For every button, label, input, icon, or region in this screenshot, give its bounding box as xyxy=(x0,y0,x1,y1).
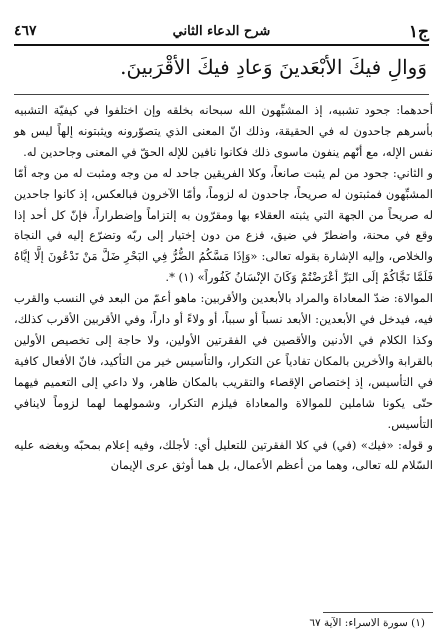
commentary-body xyxy=(14,100,433,476)
page-header xyxy=(14,22,429,44)
running-title: شرح الدعاء الثاني xyxy=(172,24,271,39)
footnote: (١) سورة الاسراء: الآية ٦٧ xyxy=(309,617,425,629)
paragraph-2: و الثاني: جحود من لم يثبت صانعاً، وكلا الفريقين جاحد له من وجه ومثبت له من وجه أمّا المشبِّهون فمثبتون له صريحاً، جاحدون له لزوماً، وأمّا الآخرون فبالعكس، إذ كانوا جاحدين له صريحاً من الجهة التي يثبته العقلاء بها ومقرّون به إلتزاماً وإضطراراً، فإنّ كل أحد إذا وقع في محنة، واضطرّ في ضيق، فزع من دون إختيار إلى ربّه وتضرّع إليه في النجاة والخلاص، وإليه الإشارة بقوله تعالى: «وَإذَا مَسَّكُمُ الضُّرُّ فِي البَحْرِ ضَلَّ مَنْ تَدْعُونَ إلَّا إيَّاهُ فَلَمَّا نَجَّاكُمْ إلَى البَرِّ أعْرَضْتُمْ وَكَانَ الإنْسَانُ كَفُوراً» (١) *. xyxy=(14,165,433,285)
verse-divider xyxy=(14,94,429,95)
paragraph-4: و قوله: «فيك» (في) في كلا الفقرتين للتعليل أي: لأجلك، وفيه إعلام بمحبّه وبغضه عليه السّلام لله تعالى، وهما من أعظم الأعمال، بل هما أوثق عرى الإيمان xyxy=(14,437,433,473)
footnote-divider xyxy=(323,612,433,613)
paragraph-3: الموالاة: ضدّ المعاداة والمراد بالأبعدين والأقربين: ماهو أعمّ من البعد في النسب والقرب فيه، فيدخل في الأبعدين: الأبعد نسباً أو سبباً، أو ولاءً أو داراً، وفي الأقربين الأقرب كذلك، وكذا الكلام في الأدنين والأقصين في الفقرتين الأولين، ولا حاجة إلى تخصيص الأولين بالقرابة والأخرين بالمكان تفادياً عن التكرار، والتأسيس خير من التأكيد، فانّ الأفعال كافية في التأسيس، إذ إختصاص الإقصاء والتقريب بالمكان ظاهر، ولا داعي إلى التعميم فيهما حتّى يكونا شاملين للموالاة والمعاداة فيلزم التكرار، وشمولهما لهما لزوماً لاينافي التأسيس. xyxy=(14,291,433,431)
volume-label: ج١ xyxy=(408,22,429,42)
header-divider xyxy=(14,44,429,46)
page-number: ٤٦٧ xyxy=(14,23,37,39)
supplication-verse: وَوالِ فيكَ الأبْعَدينَ وَعادِ فيكَ الأقْرَبينَ. xyxy=(120,55,427,79)
paragraph-1: أحدهما: جحود تشبيه، إذ المشبِّهون الله سبحانه بخلقه وإن اختلفوا في كيفيّة التشبيه بأسرهم جاحدون له في الحقيقة، وذلك انّ المعنى الذي يتصوّرونه ويثبتونه إلهاً ليس هو نفس الإله، مع أنّهم ينفون ماسوى ذلك فكانوا نافين للإله الحقّ في المعنى وجاحدين له. xyxy=(14,103,433,159)
